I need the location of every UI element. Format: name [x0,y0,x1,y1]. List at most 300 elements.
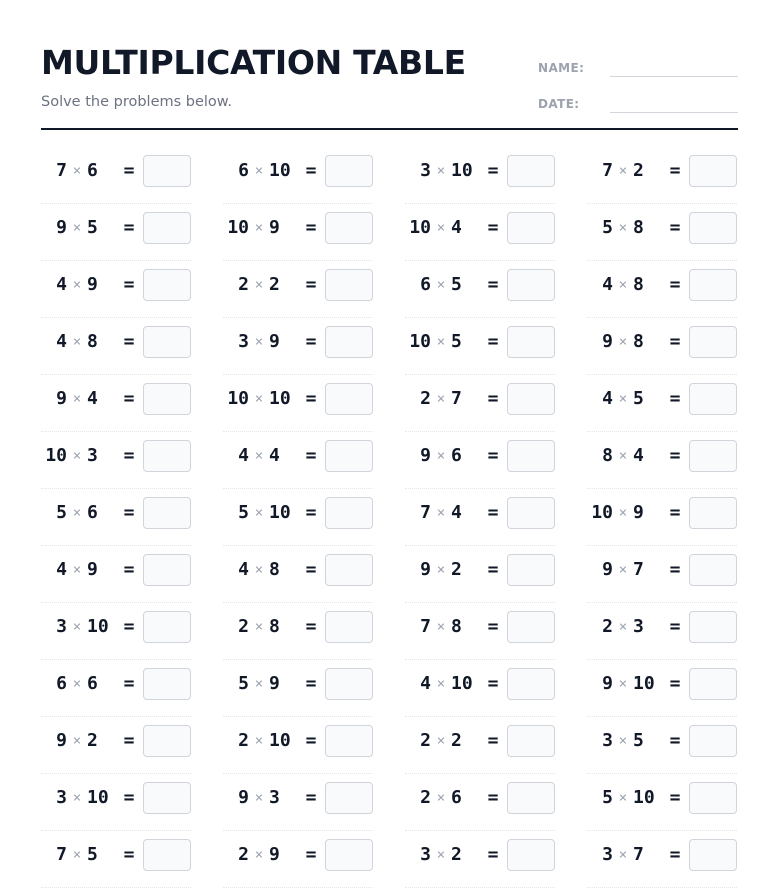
problem-item [41,603,191,660]
factor-a: 5 [238,502,249,523]
times-icon: × [72,733,82,749]
equals-sign: = [487,844,499,865]
times-icon: × [72,562,82,578]
answer-box[interactable] [507,725,555,757]
answer-box[interactable] [143,497,191,529]
problem-item [405,660,555,717]
problem-item [405,204,555,261]
times-icon: × [436,676,446,692]
equals-sign: = [123,331,135,352]
times-icon: × [436,790,446,806]
problem-item [587,660,737,717]
factor-b: 8 [633,217,644,238]
name-label: NAME: [538,61,585,75]
factor-b: 5 [87,844,98,865]
factor-b: 9 [87,274,98,295]
equals-sign: = [305,559,317,580]
times-icon: × [618,562,628,578]
answer-box[interactable] [143,440,191,472]
answer-box[interactable] [143,212,191,244]
equals-sign: = [487,559,499,580]
factor-a: 4 [602,388,613,409]
answer-box[interactable] [325,611,373,643]
times-icon: × [436,562,446,578]
problem-item [587,432,737,489]
problem-item [41,318,191,375]
problem-item [405,375,555,432]
answer-box[interactable] [689,440,737,472]
equals-sign: = [487,787,499,808]
answer-box[interactable] [689,668,737,700]
name-field[interactable] [610,76,738,77]
answer-box[interactable] [689,497,737,529]
answer-box[interactable] [325,155,373,187]
problem-item [223,261,373,318]
factor-b: 8 [451,616,462,637]
times-icon: × [72,847,82,863]
equals-sign: = [669,502,681,523]
equals-sign: = [669,787,681,808]
times-icon: × [254,847,264,863]
times-icon: × [72,163,82,179]
times-icon: × [436,391,446,407]
factor-a: 10 [227,388,249,409]
answer-box[interactable] [507,611,555,643]
equals-sign: = [669,559,681,580]
problem-item [587,375,737,432]
problem-item [405,603,555,660]
equals-sign: = [305,730,317,751]
problem-item [587,489,737,546]
factor-b: 10 [451,673,473,694]
date-field[interactable] [610,112,738,113]
factor-b: 4 [633,445,644,466]
answer-box[interactable] [325,440,373,472]
equals-sign: = [669,616,681,637]
factor-a: 2 [238,730,249,751]
factor-b: 4 [87,388,98,409]
problem-item [587,717,737,774]
equals-sign: = [487,274,499,295]
times-icon: × [72,676,82,692]
answer-box[interactable] [689,269,737,301]
factor-a: 8 [602,445,613,466]
factor-b: 7 [633,844,644,865]
factor-b: 2 [633,160,644,181]
problem-item [587,831,737,888]
equals-sign: = [123,217,135,238]
equals-sign: = [123,844,135,865]
factor-b: 10 [451,160,473,181]
factor-a: 9 [602,331,613,352]
factor-a: 4 [420,673,431,694]
factor-b: 2 [451,730,462,751]
times-icon: × [618,448,628,464]
problem-item [587,204,737,261]
equals-sign: = [305,388,317,409]
factor-a: 5 [602,787,613,808]
factor-a: 9 [238,787,249,808]
factor-a: 9 [602,559,613,580]
equals-sign: = [487,730,499,751]
answer-box[interactable] [689,725,737,757]
equals-sign: = [487,331,499,352]
factor-b: 7 [633,559,644,580]
problem-item [41,831,191,888]
equals-sign: = [123,673,135,694]
problem-item [587,147,737,204]
header-divider [41,128,738,130]
equals-sign: = [487,217,499,238]
problem-item [223,375,373,432]
factor-a: 3 [56,787,67,808]
equals-sign: = [669,160,681,181]
answer-box[interactable] [325,212,373,244]
factor-b: 9 [269,217,280,238]
equals-sign: = [305,331,317,352]
answer-box[interactable] [143,839,191,871]
factor-a: 9 [420,445,431,466]
times-icon: × [436,847,446,863]
factor-a: 9 [56,388,67,409]
factor-b: 7 [451,388,462,409]
factor-a: 3 [602,844,613,865]
times-icon: × [618,847,628,863]
factor-b: 9 [87,559,98,580]
equals-sign: = [123,160,135,181]
equals-sign: = [669,730,681,751]
equals-sign: = [487,160,499,181]
problem-item [223,147,373,204]
answer-box[interactable] [689,554,737,586]
factor-a: 2 [238,274,249,295]
problem-item [587,603,737,660]
answer-box[interactable] [143,155,191,187]
times-icon: × [254,220,264,236]
times-icon: × [618,163,628,179]
factor-b: 9 [269,673,280,694]
times-icon: × [618,790,628,806]
factor-a: 5 [602,217,613,238]
answer-box[interactable] [143,326,191,358]
factor-a: 5 [56,502,67,523]
problem-item [223,831,373,888]
equals-sign: = [305,217,317,238]
factor-a: 10 [227,217,249,238]
factor-a: 7 [420,502,431,523]
equals-sign: = [123,787,135,808]
answer-box[interactable] [507,269,555,301]
factor-a: 3 [56,616,67,637]
factor-b: 5 [87,217,98,238]
equals-sign: = [305,502,317,523]
times-icon: × [436,163,446,179]
times-icon: × [618,334,628,350]
answer-box[interactable] [689,383,737,415]
equals-sign: = [487,673,499,694]
factor-a: 6 [56,673,67,694]
problem-item [223,432,373,489]
problem-item [41,717,191,774]
times-icon: × [254,733,264,749]
times-icon: × [436,448,446,464]
factor-a: 9 [420,559,431,580]
equals-sign: = [123,616,135,637]
factor-a: 4 [56,331,67,352]
factor-a: 7 [56,160,67,181]
equals-sign: = [123,274,135,295]
equals-sign: = [123,388,135,409]
times-icon: × [436,733,446,749]
factor-a: 2 [420,787,431,808]
times-icon: × [72,790,82,806]
times-icon: × [618,733,628,749]
problem-item [223,774,373,831]
problem-item [223,717,373,774]
problem-item [405,432,555,489]
problem-item [405,489,555,546]
answer-box[interactable] [325,269,373,301]
times-icon: × [72,391,82,407]
equals-sign: = [123,559,135,580]
answer-box[interactable] [143,269,191,301]
factor-b: 6 [87,502,98,523]
answer-box[interactable] [325,782,373,814]
answer-box[interactable] [325,554,373,586]
equals-sign: = [123,445,135,466]
problem-item [587,546,737,603]
answer-box[interactable] [689,326,737,358]
times-icon: × [436,619,446,635]
factor-b: 5 [451,331,462,352]
equals-sign: = [487,502,499,523]
factor-b: 10 [633,673,655,694]
factor-b: 3 [633,616,644,637]
page-title: MULTIPLICATION TABLE [41,43,466,82]
equals-sign: = [669,331,681,352]
equals-sign: = [669,274,681,295]
factor-b: 8 [269,616,280,637]
answer-box[interactable] [325,839,373,871]
factor-a: 7 [602,160,613,181]
equals-sign: = [487,388,499,409]
answer-box[interactable] [507,839,555,871]
factor-b: 4 [269,445,280,466]
equals-sign: = [487,445,499,466]
answer-box[interactable] [507,497,555,529]
problem-item [223,204,373,261]
factor-b: 9 [633,502,644,523]
equals-sign: = [669,445,681,466]
factor-a: 4 [238,559,249,580]
factor-b: 4 [451,502,462,523]
times-icon: × [618,505,628,521]
problem-item [223,660,373,717]
factor-b: 10 [87,787,109,808]
answer-box[interactable] [507,326,555,358]
answer-box[interactable] [143,725,191,757]
problem-item [223,318,373,375]
times-icon: × [254,676,264,692]
problem-item [405,147,555,204]
factor-b: 2 [87,730,98,751]
equals-sign: = [487,616,499,637]
times-icon: × [254,619,264,635]
problem-item [405,774,555,831]
factor-a: 10 [591,502,613,523]
factor-b: 2 [451,844,462,865]
problem-grid [41,147,737,888]
times-icon: × [436,505,446,521]
factor-b: 5 [633,388,644,409]
answer-box[interactable] [507,155,555,187]
problem-item [223,546,373,603]
factor-a: 2 [602,616,613,637]
times-icon: × [254,163,264,179]
factor-b: 3 [269,787,280,808]
factor-a: 4 [238,445,249,466]
answer-box[interactable] [143,782,191,814]
factor-a: 4 [56,274,67,295]
factor-a: 2 [238,616,249,637]
times-icon: × [254,790,264,806]
times-icon: × [72,220,82,236]
factor-a: 7 [420,616,431,637]
answer-box[interactable] [507,668,555,700]
times-icon: × [254,562,264,578]
times-icon: × [436,277,446,293]
factor-a: 4 [602,274,613,295]
times-icon: × [72,277,82,293]
answer-box[interactable] [507,440,555,472]
factor-b: 8 [87,331,98,352]
times-icon: × [618,220,628,236]
problem-item [41,432,191,489]
equals-sign: = [305,160,317,181]
factor-b: 10 [269,160,291,181]
problem-item [41,660,191,717]
factor-a: 2 [420,730,431,751]
answer-box[interactable] [689,155,737,187]
factor-a: 3 [602,730,613,751]
problem-item [587,774,737,831]
factor-a: 10 [45,445,67,466]
factor-b: 9 [269,331,280,352]
problem-item [41,147,191,204]
factor-b: 3 [87,445,98,466]
equals-sign: = [123,502,135,523]
factor-a: 6 [420,274,431,295]
answer-box[interactable] [689,839,737,871]
factor-a: 9 [602,673,613,694]
factor-b: 6 [451,445,462,466]
answer-box[interactable] [325,668,373,700]
times-icon: × [618,277,628,293]
times-icon: × [254,334,264,350]
factor-b: 8 [633,274,644,295]
factor-b: 10 [633,787,655,808]
equals-sign: = [669,673,681,694]
factor-a: 10 [409,331,431,352]
problem-item [41,546,191,603]
factor-a: 9 [56,730,67,751]
problem-item [41,774,191,831]
equals-sign: = [669,388,681,409]
problem-item [223,603,373,660]
answer-box[interactable] [689,611,737,643]
times-icon: × [254,391,264,407]
answer-box[interactable] [507,212,555,244]
times-icon: × [618,391,628,407]
times-icon: × [254,277,264,293]
answer-box[interactable] [689,212,737,244]
equals-sign: = [305,673,317,694]
answer-box[interactable] [143,383,191,415]
problem-item [587,318,737,375]
problem-item [41,261,191,318]
equals-sign: = [305,787,317,808]
answer-box[interactable] [143,668,191,700]
factor-a: 3 [420,844,431,865]
factor-b: 6 [87,160,98,181]
date-label: DATE: [538,97,580,111]
factor-b: 6 [87,673,98,694]
factor-b: 10 [269,502,291,523]
times-icon: × [618,676,628,692]
factor-a: 9 [56,217,67,238]
problem-item [405,318,555,375]
times-icon: × [72,448,82,464]
equals-sign: = [669,844,681,865]
answer-box[interactable] [325,383,373,415]
factor-a: 2 [420,388,431,409]
factor-a: 10 [409,217,431,238]
equals-sign: = [123,730,135,751]
factor-b: 5 [451,274,462,295]
problem-item [41,375,191,432]
problem-item [587,261,737,318]
times-icon: × [436,334,446,350]
answer-box[interactable] [325,326,373,358]
factor-a: 3 [420,160,431,181]
problem-item [223,489,373,546]
answer-box[interactable] [507,554,555,586]
answer-box[interactable] [507,383,555,415]
answer-box[interactable] [325,497,373,529]
factor-b: 2 [269,274,280,295]
factor-b: 4 [451,217,462,238]
factor-a: 5 [238,673,249,694]
answer-box[interactable] [689,782,737,814]
problem-item [405,261,555,318]
answer-box[interactable] [507,782,555,814]
answer-box[interactable] [143,554,191,586]
factor-b: 8 [633,331,644,352]
factor-a: 4 [56,559,67,580]
factor-b: 10 [87,616,109,637]
times-icon: × [72,334,82,350]
answer-box[interactable] [325,725,373,757]
equals-sign: = [669,217,681,238]
problem-item [41,489,191,546]
times-icon: × [72,505,82,521]
factor-b: 8 [269,559,280,580]
times-icon: × [72,619,82,635]
times-icon: × [254,505,264,521]
factor-b: 2 [451,559,462,580]
problem-item [41,204,191,261]
answer-box[interactable] [143,611,191,643]
